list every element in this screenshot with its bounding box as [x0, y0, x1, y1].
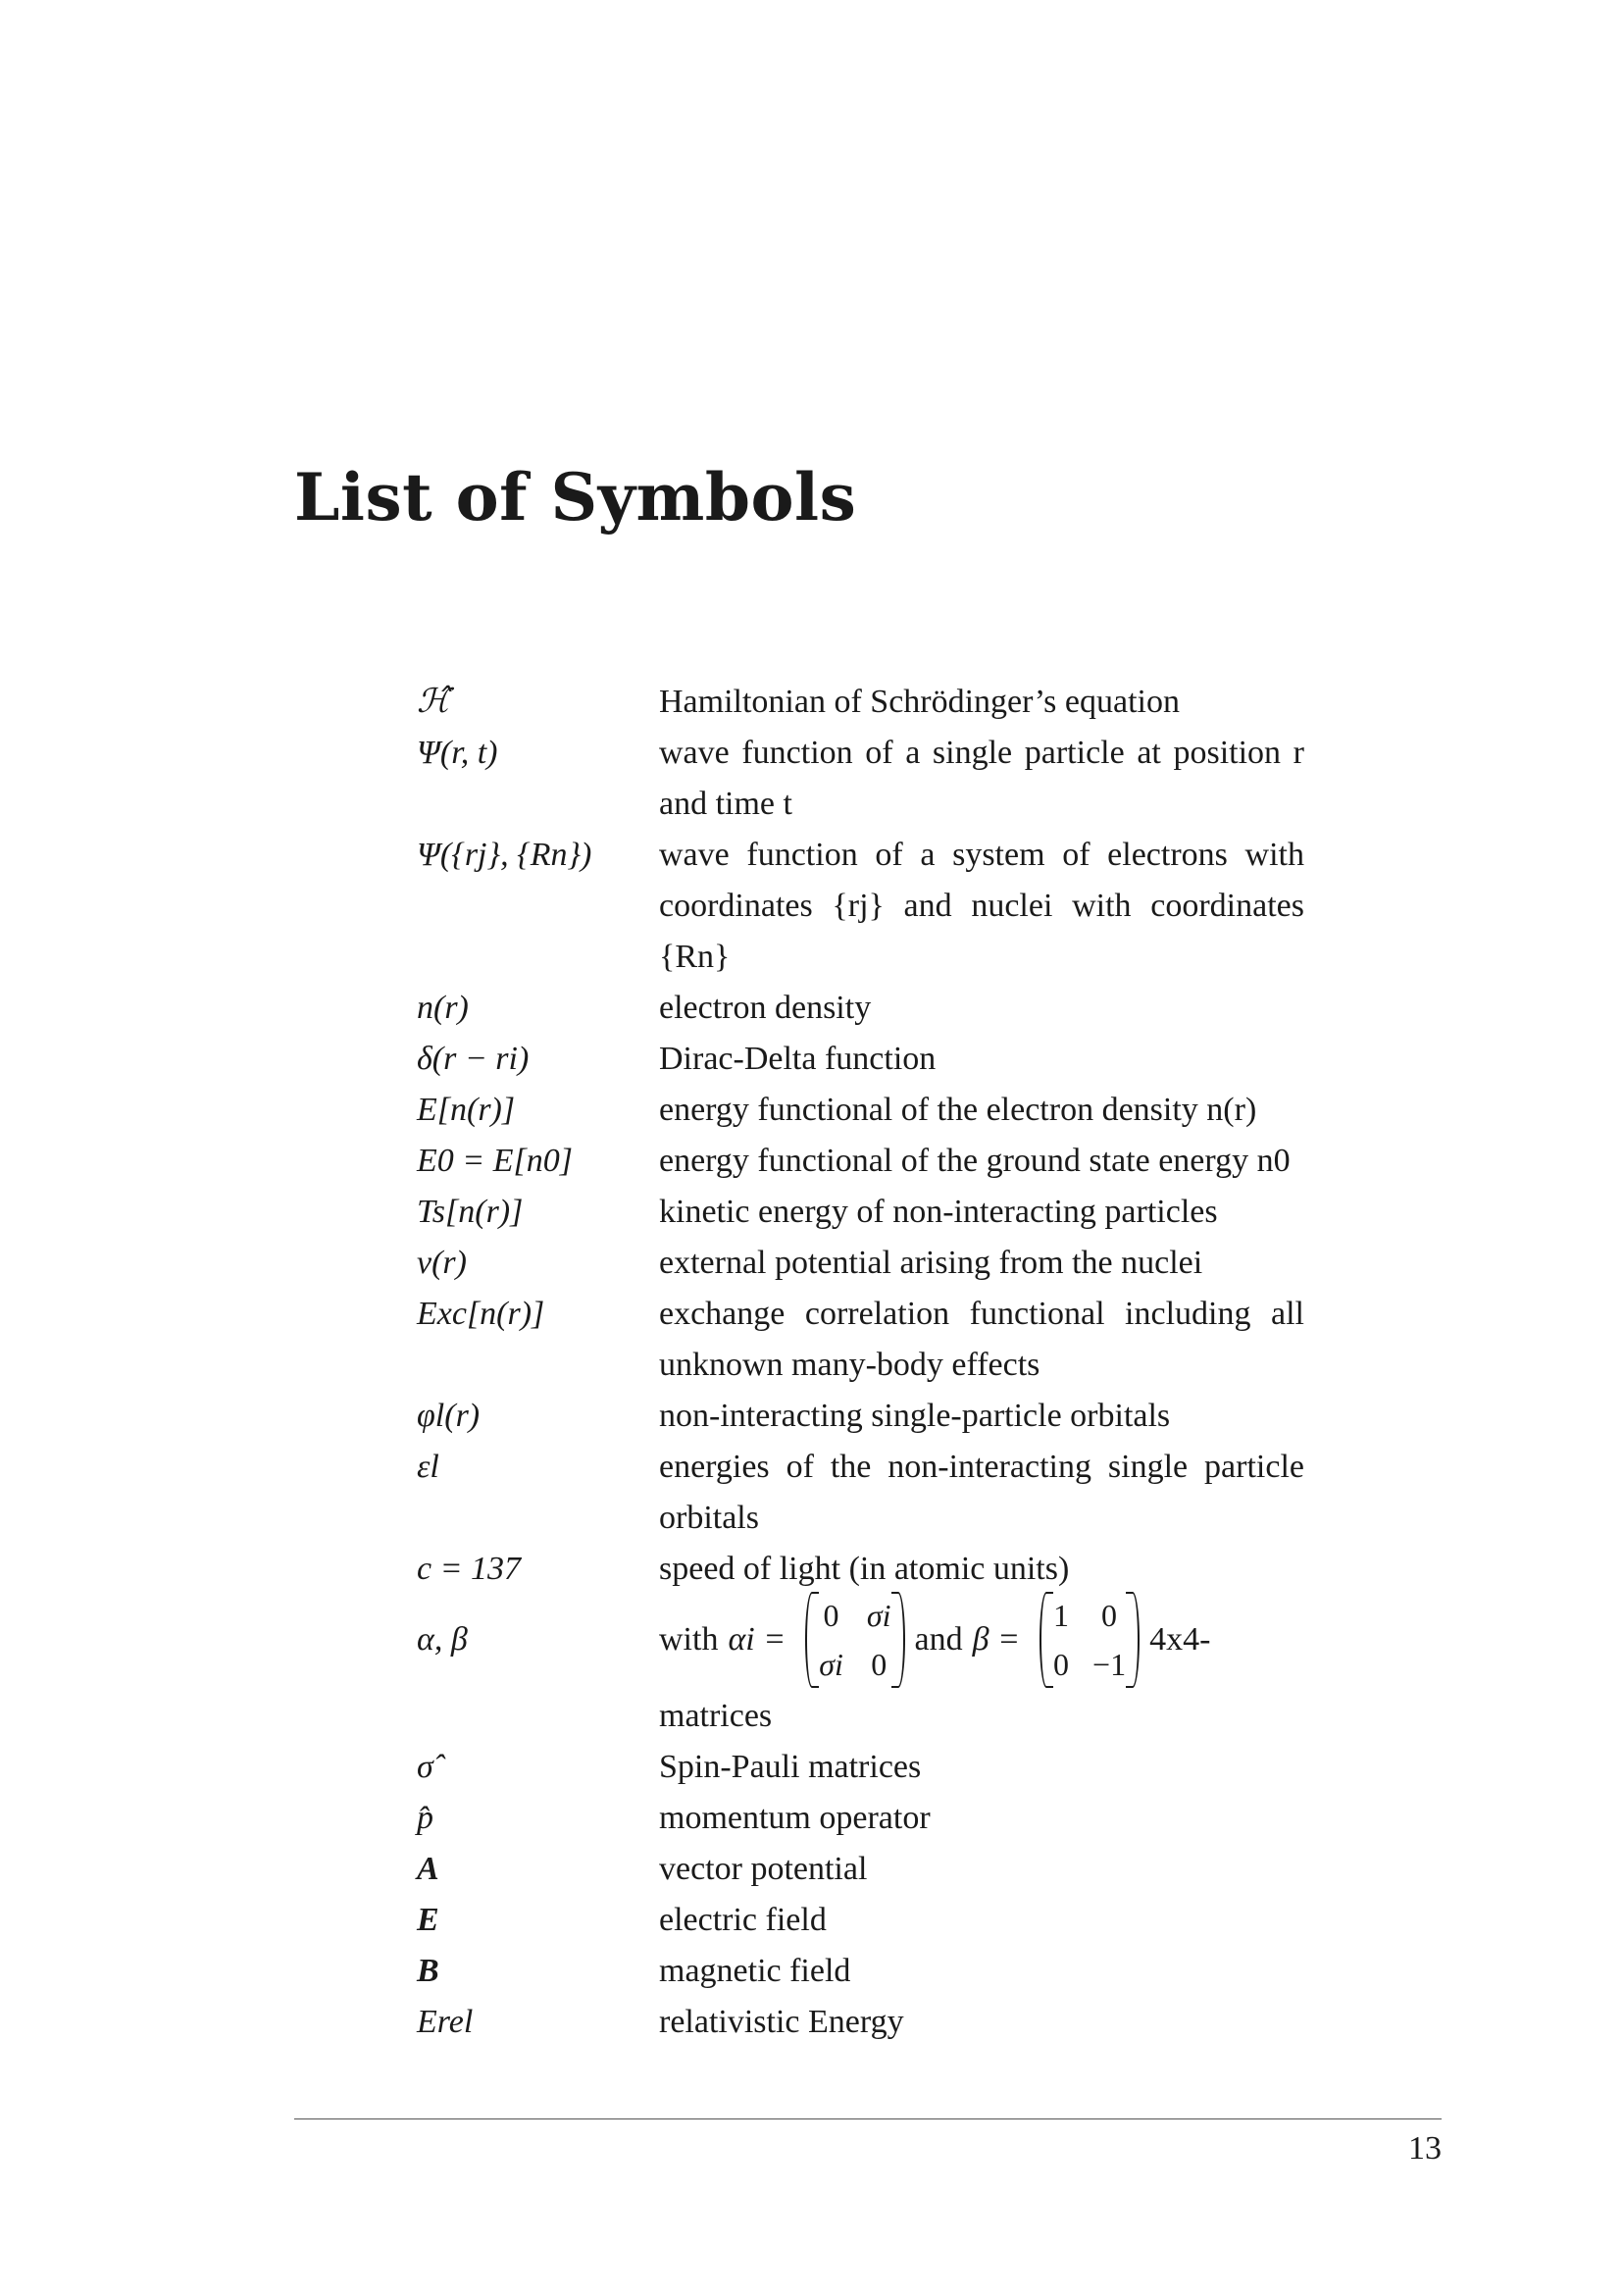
symbol: E: [417, 1902, 439, 1938]
symbol-row: [417, 1895, 1304, 1946]
symbol-row: [417, 1289, 1304, 1391]
symbol: εl: [417, 1449, 439, 1485]
matrix-cell: 1: [1053, 1598, 1070, 1633]
symbol-description: external potential arising from the nuclei: [659, 1245, 1203, 1281]
symbol-description: speed of light (in atomic units): [659, 1551, 1070, 1587]
matrix-cell: σi: [866, 1598, 891, 1633]
symbol-row: [417, 1136, 1304, 1187]
symbol: E0 = E[n0]: [417, 1143, 573, 1179]
matrix-cell: σi: [819, 1647, 843, 1682]
matrices-continuation: matrices: [659, 1698, 773, 1734]
symbol-description: electron density: [659, 990, 872, 1026]
symbol: c = 137: [417, 1551, 522, 1587]
symbol-row-matrices: [417, 1581, 1304, 1699]
matrix-cell: −1: [1092, 1647, 1127, 1682]
symbol-description: Dirac-Delta function: [659, 1041, 937, 1077]
symbol: Ts[n(r)]: [417, 1194, 524, 1230]
alpha-matrix: [805, 1592, 904, 1688]
symbol: α, β: [417, 1621, 468, 1658]
symbol-description: energy functional of the ground state energy n0: [659, 1143, 1291, 1179]
symbol-row: [417, 1085, 1304, 1136]
symbol: Erel: [417, 2004, 474, 2040]
symbol-row: [417, 830, 1304, 983]
symbol: v(r): [417, 1245, 467, 1281]
matrix-description: [659, 1592, 1210, 1688]
symbol: Exc[n(r)]: [417, 1296, 545, 1332]
symbol: n(r): [417, 990, 469, 1026]
symbol-list: [417, 677, 1304, 2048]
symbol-description: kinetic energy of non-interacting particles: [659, 1194, 1218, 1230]
symbol-row: [417, 1793, 1304, 1844]
symbol-row: [417, 1238, 1304, 1289]
with-text: with: [659, 1621, 719, 1658]
symbol: δ(r − ri): [417, 1041, 530, 1077]
symbol-description: electric field: [659, 1902, 827, 1938]
symbol-row: [417, 983, 1304, 1034]
symbol-row: [417, 1034, 1304, 1085]
matrix-suffix: 4x4-: [1149, 1621, 1211, 1658]
symbol-row: [417, 677, 1304, 728]
symbol-description: Hamiltonian of Schrödinger’s equation: [659, 684, 1180, 720]
symbol: Ψ({rj}, {Rn}): [417, 837, 592, 873]
symbol-row: [417, 1442, 1304, 1544]
beta-label: β =: [972, 1621, 1021, 1658]
beta-matrix: [1040, 1592, 1140, 1688]
alpha-i-label: αi =: [728, 1621, 786, 1658]
symbol-row: [417, 1742, 1304, 1793]
symbol-row: [417, 1187, 1304, 1238]
symbol: p̂: [417, 1800, 433, 1836]
symbol-description: non-interacting single-particle orbitals: [659, 1398, 1171, 1434]
symbol-description: wave function of a single particle at position r and time t: [659, 735, 1304, 822]
symbol: ℋ̂: [417, 684, 450, 720]
symbol-row: [417, 728, 1304, 830]
symbol-row: [417, 1391, 1304, 1442]
symbol-description: magnetic field: [659, 1953, 851, 1989]
symbol: A: [417, 1851, 439, 1887]
matrix-cell: 0: [1053, 1647, 1070, 1682]
symbol-description: energies of the non-interacting single particle orbitals: [659, 1449, 1304, 1536]
page-number: 13: [1408, 2130, 1442, 2167]
footer-rule: [294, 2118, 1442, 2119]
symbol: B: [417, 1953, 439, 1989]
page-title: List of Symbols: [294, 459, 857, 536]
symbol-description: Spin-Pauli matrices: [659, 1749, 922, 1785]
symbol-row: [417, 1997, 1304, 2048]
symbol-description: wave function of a system of electrons with coordinates {rj} and nuclei with coordinates {Rn}: [659, 837, 1304, 975]
symbol-row: [417, 1844, 1304, 1895]
symbol: σ̂: [417, 1749, 433, 1785]
symbol-description: energy functional of the electron density n(r): [659, 1092, 1257, 1128]
symbol-description: vector potential: [659, 1851, 868, 1887]
symbol: Ψ(r, t): [417, 735, 498, 771]
symbol: E[n(r)]: [417, 1092, 516, 1128]
symbol-description: relativistic Energy: [659, 2004, 904, 2040]
symbol-row: [417, 1946, 1304, 1997]
symbol-description: exchange correlation functional including all unknown many-body effects: [659, 1296, 1304, 1383]
matrix-cell: 0: [823, 1598, 839, 1633]
matrix-cell: 0: [1101, 1598, 1118, 1633]
matrix-cell: 0: [871, 1647, 888, 1682]
symbol-description: momentum operator: [659, 1800, 931, 1836]
and-text: and: [914, 1621, 963, 1658]
symbol: φl(r): [417, 1398, 481, 1434]
